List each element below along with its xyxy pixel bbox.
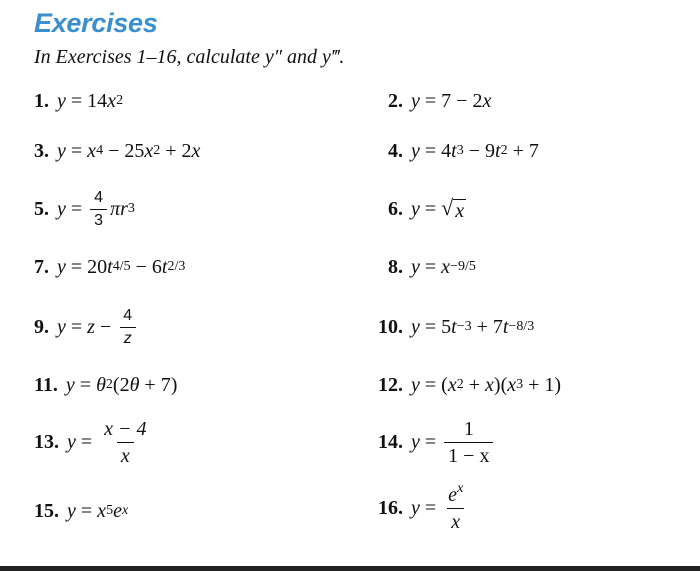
- exercise-2: 2. y = 7 − 2 x: [388, 89, 492, 112]
- exercise-14: 14. y = $\frac{1}{1 - x}$: [378, 414, 496, 470]
- exercise-number: 13.: [34, 430, 59, 453]
- exercise-13: 13. y = $\frac{x - 4}{x}$: [34, 414, 154, 470]
- fraction: $\frac{4}{z}$: [119, 307, 136, 347]
- exercise-8: 8. y = x −9/5: [388, 255, 476, 278]
- instructions-text: In Exercises 1–16, calculate y″ and y‴.: [34, 46, 345, 68]
- exercise-4: 4. y = 4 t 3 − 9 t 2 + 7: [388, 139, 539, 162]
- exercise-9: 9. y = z − $\frac{4}{z}$: [34, 300, 139, 354]
- exercise-12: 12. y = ( x 2 + x ) ( x 3 + 1 ): [378, 373, 562, 396]
- exercise-number: 5.: [34, 197, 49, 220]
- exercise-16: 16. y = $\frac{e^x}{x}$: [378, 478, 470, 538]
- exercise-number: 3.: [34, 139, 49, 162]
- exercise-number: 15.: [34, 499, 59, 522]
- exercise-number: 2.: [388, 89, 403, 112]
- exercise-7: 7. y = 20 t 4/5 − 6 t 2/3: [34, 255, 186, 278]
- fraction: $\frac{e^x}{x}$: [448, 480, 464, 533]
- exercise-number: 4.: [388, 139, 403, 162]
- square-root: √ x: [441, 194, 465, 222]
- exercise-number: 1.: [34, 89, 49, 112]
- exercise-number: 6.: [388, 197, 403, 220]
- exercise-10: 10. y = 5 t −3 + 7 t −8/3: [378, 315, 535, 338]
- fraction: $\frac{4}{3}$: [90, 189, 107, 229]
- exercise-number: 8.: [388, 255, 403, 278]
- fraction: $\frac{1}{1 - x}$: [444, 418, 493, 467]
- exercise-6: 6. y = √ x: [388, 194, 465, 222]
- exercise-3: 3. y = x 4 − 25 x 2 + 2 x: [34, 139, 201, 162]
- exercise-11: 11. y = θ 2 ( 2 θ + 7 ): [34, 373, 178, 396]
- section-heading: Exercises: [34, 8, 158, 38]
- exercise-number: 12.: [378, 373, 403, 396]
- exercise-number: 11.: [34, 373, 58, 396]
- exercise-number: 10.: [378, 315, 403, 338]
- exercise-number: 7.: [34, 255, 49, 278]
- bottom-border: [0, 566, 700, 571]
- exercise-1: 1. y = 14 x 2: [34, 89, 124, 112]
- exercise-number: 9.: [34, 315, 49, 338]
- exercise-5: 5. y = $\frac{4}{3}$ π r 3: [34, 188, 135, 229]
- exercise-15: 15. y = x 5 e x: [34, 499, 129, 522]
- exercise-number: 16.: [378, 496, 403, 519]
- exercise-number: 14.: [378, 430, 403, 453]
- fraction: $\frac{x - 4}{x}$: [104, 417, 147, 467]
